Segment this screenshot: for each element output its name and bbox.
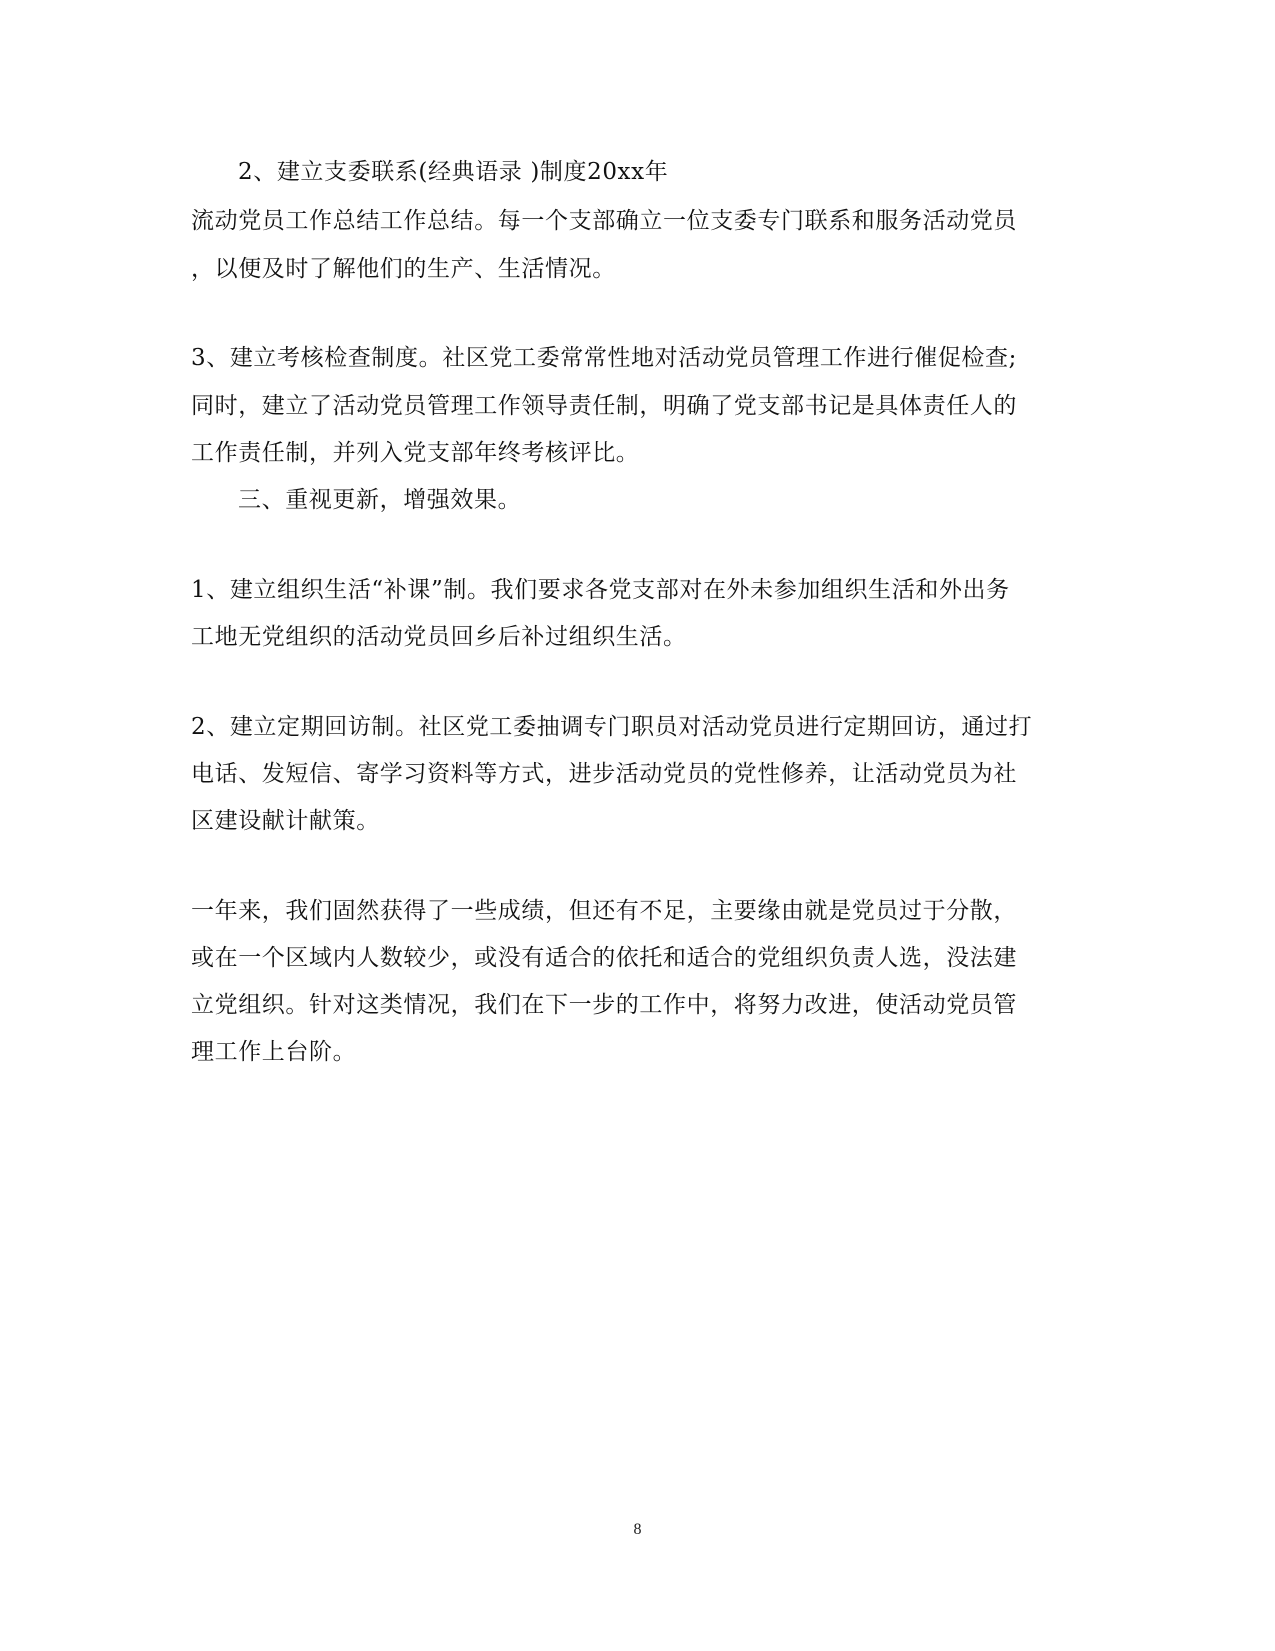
text-line: 立党组织。针对这类情况，我们在下一步的工作中，将努力改进，使活动党员管 [191, 992, 1017, 1018]
page-number: 8 [633, 1521, 642, 1538]
section-heading: 三、重视更新，增强效果。 [238, 487, 522, 513]
text-line: 工作责任制，并列入党支部年终考核评比。 [191, 440, 640, 466]
text-line: 同时，建立了活动党员管理工作领导责任制，明确了党支部书记是具体责任人的 [191, 393, 1017, 419]
text-line: 2、建立定期回访制。社区党工委抽调专门职员对活动党员进行定期回访，通过打 [191, 714, 1033, 740]
text-line: 电话、发短信、寄学习资料等方式，进步活动党员的党性修养，让活动党员为社 [191, 761, 1017, 787]
text-line: 2、建立支委联系(经典语录 )制度20xx年 [238, 159, 669, 185]
text-line: 3、建立考核检查制度。社区党工委常常性地对活动党员管理工作进行催促检查; [191, 345, 1017, 371]
text-line: 或在一个区域内人数较少，或没有适合的依托和适合的党组织负责人选，没法建 [191, 945, 1017, 971]
text-line: 区建设献计献策。 [191, 808, 380, 834]
text-line: 1、建立组织生活“补课”制。我们要求各党支部对在外未参加组织生活和外出务 [191, 577, 1010, 603]
text-line: 一年来，我们固然获得了一些成绩，但还有不足，主要缘由就是党员过于分散， [191, 898, 1017, 924]
text-line: ，以便及时了解他们的生产、生活情况。 [191, 256, 616, 282]
text-line: 工地无党组织的活动党员回乡后补过组织生活。 [191, 624, 687, 650]
text-line: 流动党员工作总结工作总结。每一个支部确立一位支委专门联系和服务活动党员 [191, 208, 1017, 234]
text-line: 理工作上台阶。 [191, 1039, 357, 1065]
